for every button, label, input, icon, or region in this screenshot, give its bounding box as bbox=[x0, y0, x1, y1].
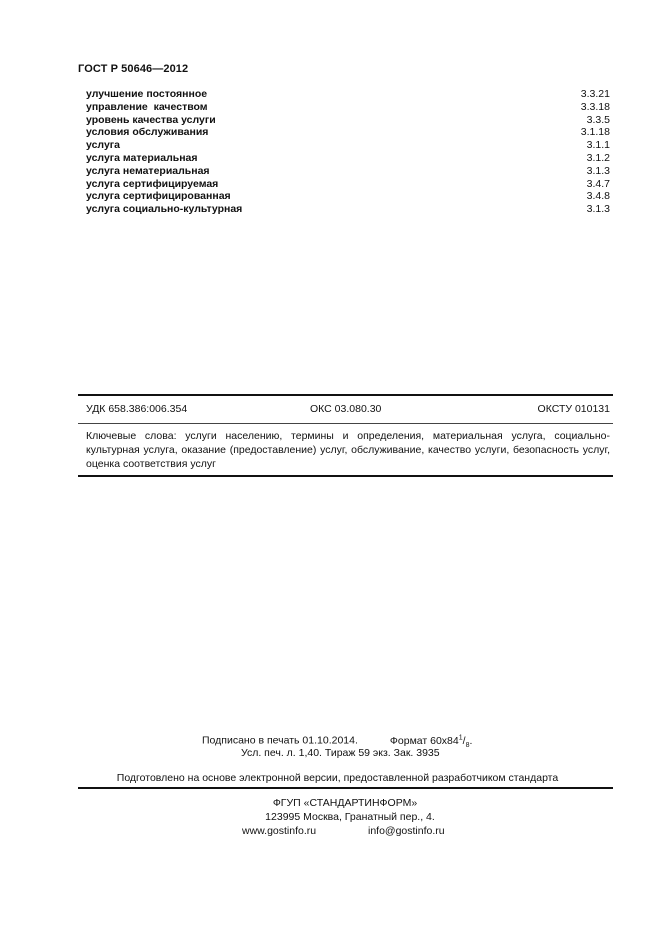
index-row bbox=[86, 88, 610, 101]
divider-publisher bbox=[78, 787, 613, 789]
index-ref: 3.1.18 bbox=[580, 126, 610, 139]
index-row bbox=[86, 190, 610, 203]
udk-code: УДК 658.386:006.354 bbox=[86, 403, 188, 415]
oks-code: ОКС 03.080.30 bbox=[310, 403, 382, 415]
okstu-code: ОКСТУ 010131 bbox=[537, 403, 610, 415]
index-term: уровень качества услуги bbox=[86, 113, 216, 126]
index-row bbox=[86, 139, 610, 152]
index-row bbox=[86, 152, 610, 165]
divider-top bbox=[78, 394, 613, 396]
index-ref: 3.3.18 bbox=[580, 100, 610, 113]
index-term: услуга материальная bbox=[86, 151, 198, 164]
index-row bbox=[86, 101, 610, 114]
prepared-note: Подготовлено на основе электронной версии, предоставленной разработчиком стандарта bbox=[116, 772, 559, 784]
index-ref: 3.4.8 bbox=[586, 190, 610, 203]
index-ref: 3.3.21 bbox=[580, 88, 610, 100]
index-ref: 3.1.3 bbox=[586, 203, 610, 216]
document-header: ГОСТ Р 50646—2012 bbox=[78, 63, 189, 75]
format-end: . bbox=[469, 734, 473, 747]
publisher-email[interactable]: info@gostinfo.ru bbox=[368, 825, 445, 837]
index-term: услуга bbox=[86, 139, 121, 152]
index-term: услуга сертифицируемая bbox=[86, 177, 219, 190]
index-ref: 3.1.3 bbox=[586, 164, 610, 177]
index-ref: 3.1.2 bbox=[586, 151, 610, 164]
index-row bbox=[86, 165, 610, 178]
format-numerator: 1 bbox=[458, 734, 463, 741]
publisher-website[interactable]: www.gostinfo.ru bbox=[242, 825, 317, 837]
index-row bbox=[86, 203, 610, 216]
index-term: услуга сертифицированная bbox=[86, 190, 231, 203]
index-term: условия обслуживания bbox=[86, 126, 209, 139]
signed-date: Подписано в печать 01.10.2014. bbox=[202, 734, 358, 747]
index-term: услуга социально-культурная bbox=[86, 203, 243, 216]
keywords-paragraph: Ключевые слова: услуги населению, термины и определения, материальная услуга, социально-культурная услуга, оказание (предоставление) услуг, обслуживание, качество услуги, безопасность услуг, оценка соответствия услуг bbox=[86, 430, 610, 470]
index-ref: 3.4.7 bbox=[586, 177, 610, 190]
format-label: Формат 60х84 bbox=[389, 734, 459, 747]
index-ref: 3.1.1 bbox=[586, 139, 610, 152]
index-term: улучшение постоянное bbox=[86, 88, 208, 100]
index-ref: 3.3.5 bbox=[586, 113, 610, 126]
publisher-name: ФГУП «СТАНДАРТИНФОРМ» bbox=[272, 797, 418, 809]
divider-bottom bbox=[78, 475, 613, 477]
index-row bbox=[86, 178, 610, 191]
classification-codes bbox=[86, 403, 610, 417]
index-term: управление качеством bbox=[86, 100, 208, 113]
index-row bbox=[86, 114, 610, 127]
format-denominator: 8 bbox=[465, 741, 470, 749]
print-info: Усл. печ. л. 1,40. Тираж 59 экз. Зак. 3935 bbox=[241, 747, 440, 759]
publisher-address: 123995 Москва, Гранатный пер., 4. bbox=[265, 811, 435, 823]
index-row bbox=[86, 126, 610, 139]
alphabetical-index bbox=[86, 88, 610, 216]
paper-format: Формат $60х84^1/_8$. bbox=[389, 734, 473, 749]
index-term: услуга нематериальная bbox=[86, 164, 210, 177]
divider-thin bbox=[78, 423, 613, 424]
